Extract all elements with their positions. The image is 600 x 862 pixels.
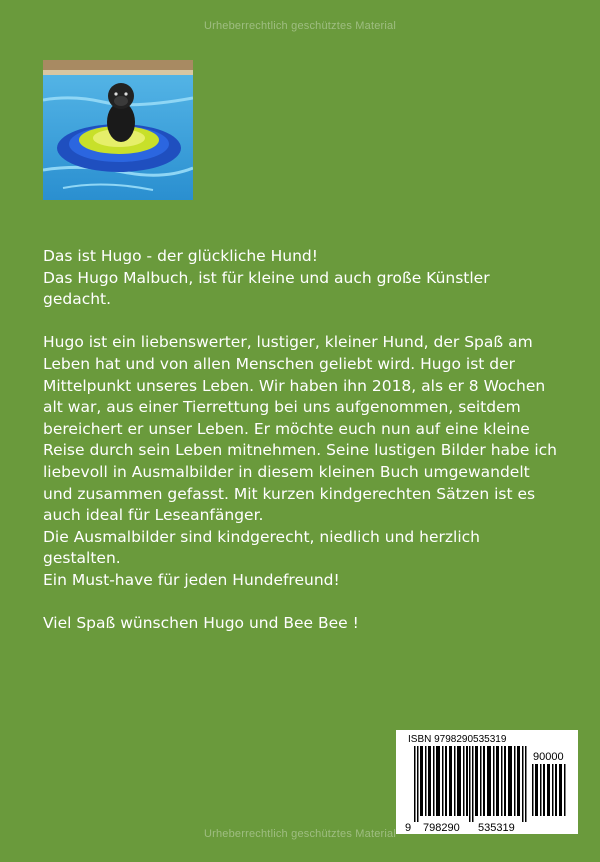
watermark-bottom: Urheberrechtlich geschütztes Material (203, 828, 397, 840)
watermark-top: Urheberrechtlich geschütztes Material (203, 20, 397, 32)
cover-photo (43, 60, 193, 200)
back-cover-text (43, 246, 558, 635)
description-paragraph: Hugo ist ein liebenswerter, lustiger, kleiner Hund, der Spaß am Leben hat und von allen Menschen geliebt wird. Hugo ist der Mittelpunkt unseres Leben. Wir haben ihn 2018, als er 8 Wochen alt war, aus einer Tierrettung bei uns aufgenommen, seitdem bereichert er unser Leben. Er möchte euch nun auf eine kleine Reise durch sein Leben mitnehmen. Seine lustigen Bilder habe ich liebevoll in Ausmalbilder in diesem kleinen Buch umgewandelt und zusammen gefasst. Mit kurzen kindgerechten Sätzen ist es auch ideal für Leseanfänger. Die Ausmalbilder sind kindgerecht, niedlich und herzlich gestalten. Ein Must-have für jeden Hundefreund! (43, 333, 557, 589)
price-code: 90000 (533, 751, 564, 763)
ean-barcode-bars (414, 746, 528, 822)
pug-on-pool-float-photo (43, 60, 193, 200)
addon-barcode-bars (532, 764, 568, 816)
barcode-digit-first: 9 (405, 822, 412, 834)
closing-paragraph: Viel Spaß wünschen Hugo und Bee Bee ! (43, 614, 359, 633)
isbn-barcode (396, 730, 578, 834)
barcode-digits-left: 798290 (423, 822, 460, 834)
isbn-label: ISBN 9798290535319 (408, 734, 507, 745)
intro-paragraph: Das ist Hugo - der glückliche Hund! Das Hugo Malbuch, ist für kleine und auch große Künstler gedacht. (43, 247, 490, 309)
barcode-digits-right: 535319 (478, 822, 515, 834)
